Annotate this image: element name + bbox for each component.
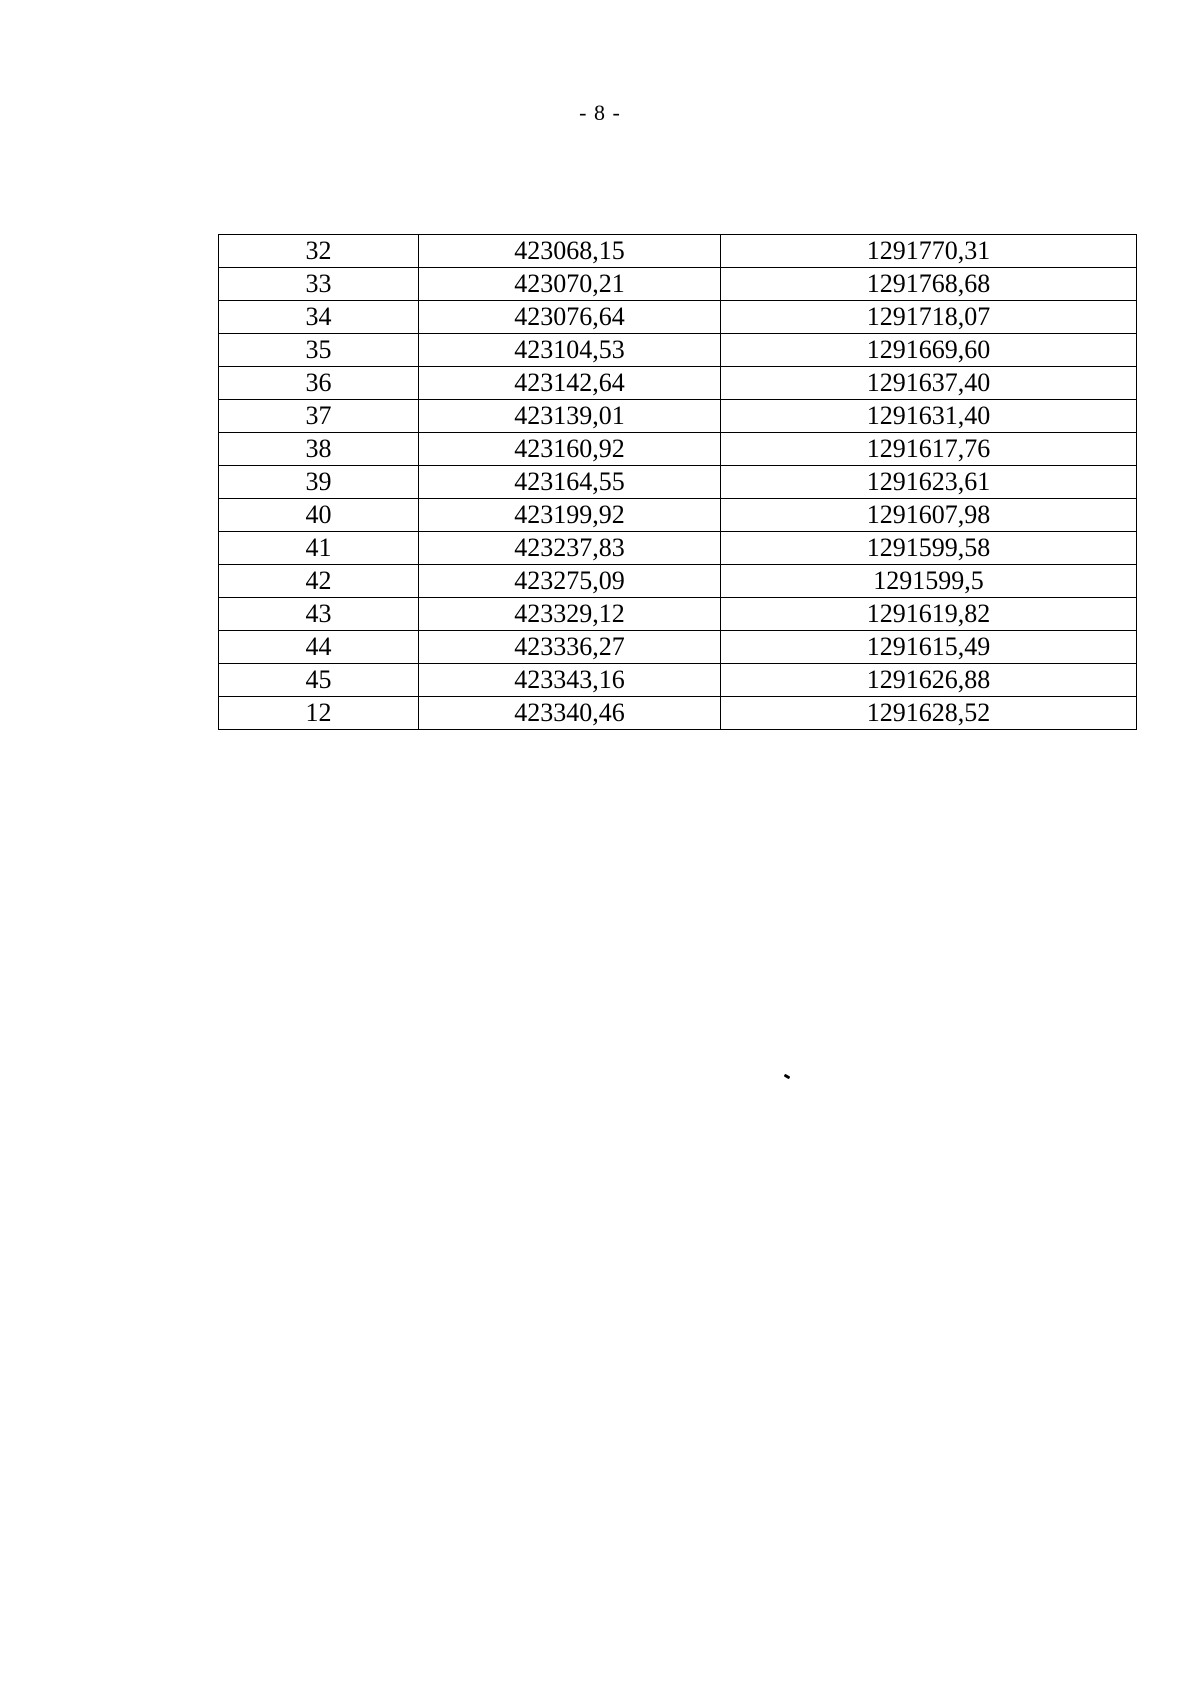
point-number-cell: 40 bbox=[219, 499, 419, 532]
table-row bbox=[219, 400, 1137, 433]
coordinates-table bbox=[218, 234, 1137, 730]
x-coordinate-cell: 423160,92 bbox=[419, 433, 721, 466]
x-coordinate-cell: 423142,64 bbox=[419, 367, 721, 400]
x-coordinate-cell: 423340,46 bbox=[419, 697, 721, 730]
x-coordinate-cell: 423343,16 bbox=[419, 664, 721, 697]
x-coordinate-cell: 423070,21 bbox=[419, 268, 721, 301]
point-number-cell: 45 bbox=[219, 664, 419, 697]
table-row bbox=[219, 565, 1137, 598]
table-row bbox=[219, 301, 1137, 334]
table-row bbox=[219, 433, 1137, 466]
y-coordinate-cell: 1291669,60 bbox=[721, 334, 1137, 367]
y-coordinate-cell: 1291770,31 bbox=[721, 235, 1137, 268]
point-number-cell: 43 bbox=[219, 598, 419, 631]
y-coordinate-cell: 1291615,49 bbox=[721, 631, 1137, 664]
y-coordinate-cell: 1291599,58 bbox=[721, 532, 1137, 565]
page-number: - 8 - bbox=[579, 100, 621, 125]
x-coordinate-cell: 423139,01 bbox=[419, 400, 721, 433]
coordinates-table-body bbox=[219, 235, 1137, 730]
x-coordinate-cell: 423199,92 bbox=[419, 499, 721, 532]
point-number-cell: 34 bbox=[219, 301, 419, 334]
point-number-cell: 38 bbox=[219, 433, 419, 466]
point-number-cell: 37 bbox=[219, 400, 419, 433]
table-row bbox=[219, 334, 1137, 367]
point-number-cell: 44 bbox=[219, 631, 419, 664]
y-coordinate-cell: 1291631,40 bbox=[721, 400, 1137, 433]
table-row bbox=[219, 466, 1137, 499]
x-coordinate-cell: 423275,09 bbox=[419, 565, 721, 598]
point-number-cell: 39 bbox=[219, 466, 419, 499]
x-coordinate-cell: 423076,64 bbox=[419, 301, 721, 334]
y-coordinate-cell: 1291617,76 bbox=[721, 433, 1137, 466]
x-coordinate-cell: 423336,27 bbox=[419, 631, 721, 664]
x-coordinate-cell: 423068,15 bbox=[419, 235, 721, 268]
table-row bbox=[219, 367, 1137, 400]
table-row bbox=[219, 598, 1137, 631]
point-number-cell: 33 bbox=[219, 268, 419, 301]
y-coordinate-cell: 1291623,61 bbox=[721, 466, 1137, 499]
scan-speck bbox=[784, 1074, 791, 1080]
table-row bbox=[219, 631, 1137, 664]
x-coordinate-cell: 423237,83 bbox=[419, 532, 721, 565]
y-coordinate-cell: 1291718,07 bbox=[721, 301, 1137, 334]
y-coordinate-cell: 1291607,98 bbox=[721, 499, 1137, 532]
y-coordinate-cell: 1291768,68 bbox=[721, 268, 1137, 301]
x-coordinate-cell: 423104,53 bbox=[419, 334, 721, 367]
table-row bbox=[219, 499, 1137, 532]
x-coordinate-cell: 423164,55 bbox=[419, 466, 721, 499]
table-row bbox=[219, 697, 1137, 730]
point-number-cell: 32 bbox=[219, 235, 419, 268]
point-number-cell: 35 bbox=[219, 334, 419, 367]
table-row bbox=[219, 268, 1137, 301]
point-number-cell: 12 bbox=[219, 697, 419, 730]
table-row bbox=[219, 532, 1137, 565]
x-coordinate-cell: 423329,12 bbox=[419, 598, 721, 631]
y-coordinate-cell: 1291599,5 bbox=[721, 565, 1137, 598]
table-row bbox=[219, 235, 1137, 268]
point-number-cell: 41 bbox=[219, 532, 419, 565]
y-coordinate-cell: 1291626,88 bbox=[721, 664, 1137, 697]
y-coordinate-cell: 1291637,40 bbox=[721, 367, 1137, 400]
point-number-cell: 36 bbox=[219, 367, 419, 400]
y-coordinate-cell: 1291619,82 bbox=[721, 598, 1137, 631]
point-number-cell: 42 bbox=[219, 565, 419, 598]
table-row bbox=[219, 664, 1137, 697]
y-coordinate-cell: 1291628,52 bbox=[721, 697, 1137, 730]
